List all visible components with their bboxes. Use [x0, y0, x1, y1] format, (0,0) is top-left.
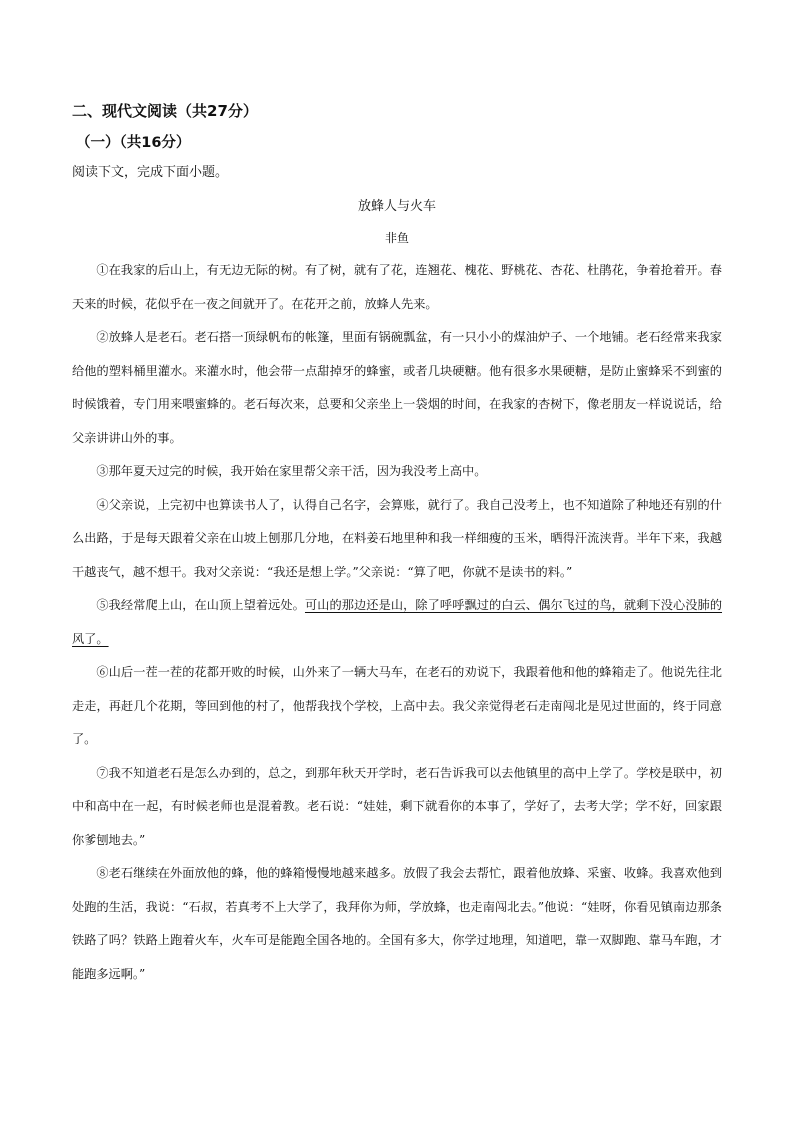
- paragraph-3: ③那年夏天过完的时候，我开始在家里帮父亲干活，因为我没考上高中。: [96, 464, 487, 478]
- paragraph-5-lead: ⑤我经常爬上山，在山顶上望着远处。: [96, 598, 305, 612]
- paragraph-1: ①在我家的后山上，有无边无际的树。有了树，就有了花，连翘花、槐花、野桃花、杏花、杜鹃花，争着抢着开。春天来的时候，花似乎在一夜之间就开了。在花开之前，放蜂人先来。: [72, 263, 722, 311]
- paragraph-4: ④父亲说，上完初中也算读书人了，认得自己名字，会算账，就行了。我自己没考上，也不知道除了种地还有别的什么出路，于是每天跟着父亲在山坡上刨那几分地，在料姜石地里种和我一样细瘦的玉米，晒得汗流浃背。半年下来，我越干越丧气，越不想干。我对父亲说：“我还是想上学。”父亲说：“算了吧，你就不是读书的料。”: [72, 497, 722, 579]
- paragraph-6: ⑥山后一茬一茬的花都开败的时候，山外来了一辆大马车，在老石的劝说下，我跟着他和他的蜂箱走了。他说先往北走走，再赶几个花期，等回到他的村了，他帮我找个学校，上高中去。我父亲觉得老石走南闯北是见过世面的，终于同意了。: [72, 665, 722, 746]
- paragraph-7: ⑦我不知道老石是怎么办到的，总之，到那年秋天开学时，老石告诉我可以去他镇里的高中上学了。学校是联中，初中和高中在一起，有时候老师也是混着教。老石说：“娃娃，剩下就看你的本事了，学好了，去考大学；学不好，回家跟你爹刨地去。”: [72, 765, 722, 847]
- sub-section-title: （一）（共16分）: [76, 135, 191, 151]
- paragraph-2: ②放蜂人是老石。老石搭一顶绿帆布的帐篷，里面有锅碗瓢盆，有一只小小的煤油炉子、一个地铺。老石经常来我家给他的塑料桶里灌水。来灌水时，他会带一点甜掉牙的蜂蜜，或者几块硬糖。他有很多水果硬糖，是防止蜜蜂采不到蜜的时候饿着，专门用来喂蜜蜂的。老石每次来，总要和父亲坐上一袋烟的时间，在我家的杏树下，像老朋友一样说说话，给父亲讲讲山外的事。: [72, 330, 722, 445]
- paragraph-5-underlined-sentence: 可山的那边还是山，除了呼呼飘过的白云、偶尔飞过的鸟，就剩下没心没肺的风了。: [72, 598, 723, 646]
- article-title: 放蜂人与火车: [357, 199, 436, 214]
- paragraph-5: [72, 589, 722, 656]
- article-author: 非鱼: [384, 231, 409, 245]
- paragraph-8: ⑧老石继续在外面放他的蜂，他的蜂箱慢慢地越来越多。放假了我会去帮忙，跟着他放蜂、采蜜、收蜂。我喜欢他到处跑的生活，我说：“石叔，若真考不上大学了，我拜你为师，学放蜂，也走南闯北去。”他说：“娃呀，你看见镇南边那条铁路了吗？铁路上跑着火车，火车可是能跑全国各地的。全国有多大，你学过地理，知道吧，靠一双脚跑、靠马车跑，才能跑多远啊。”: [72, 866, 722, 981]
- exam-page: [72, 100, 722, 991]
- section-title: 二、现代文阅读（共27分）: [72, 102, 258, 120]
- reading-instruction: 阅读下文，完成下面小题。: [72, 165, 229, 180]
